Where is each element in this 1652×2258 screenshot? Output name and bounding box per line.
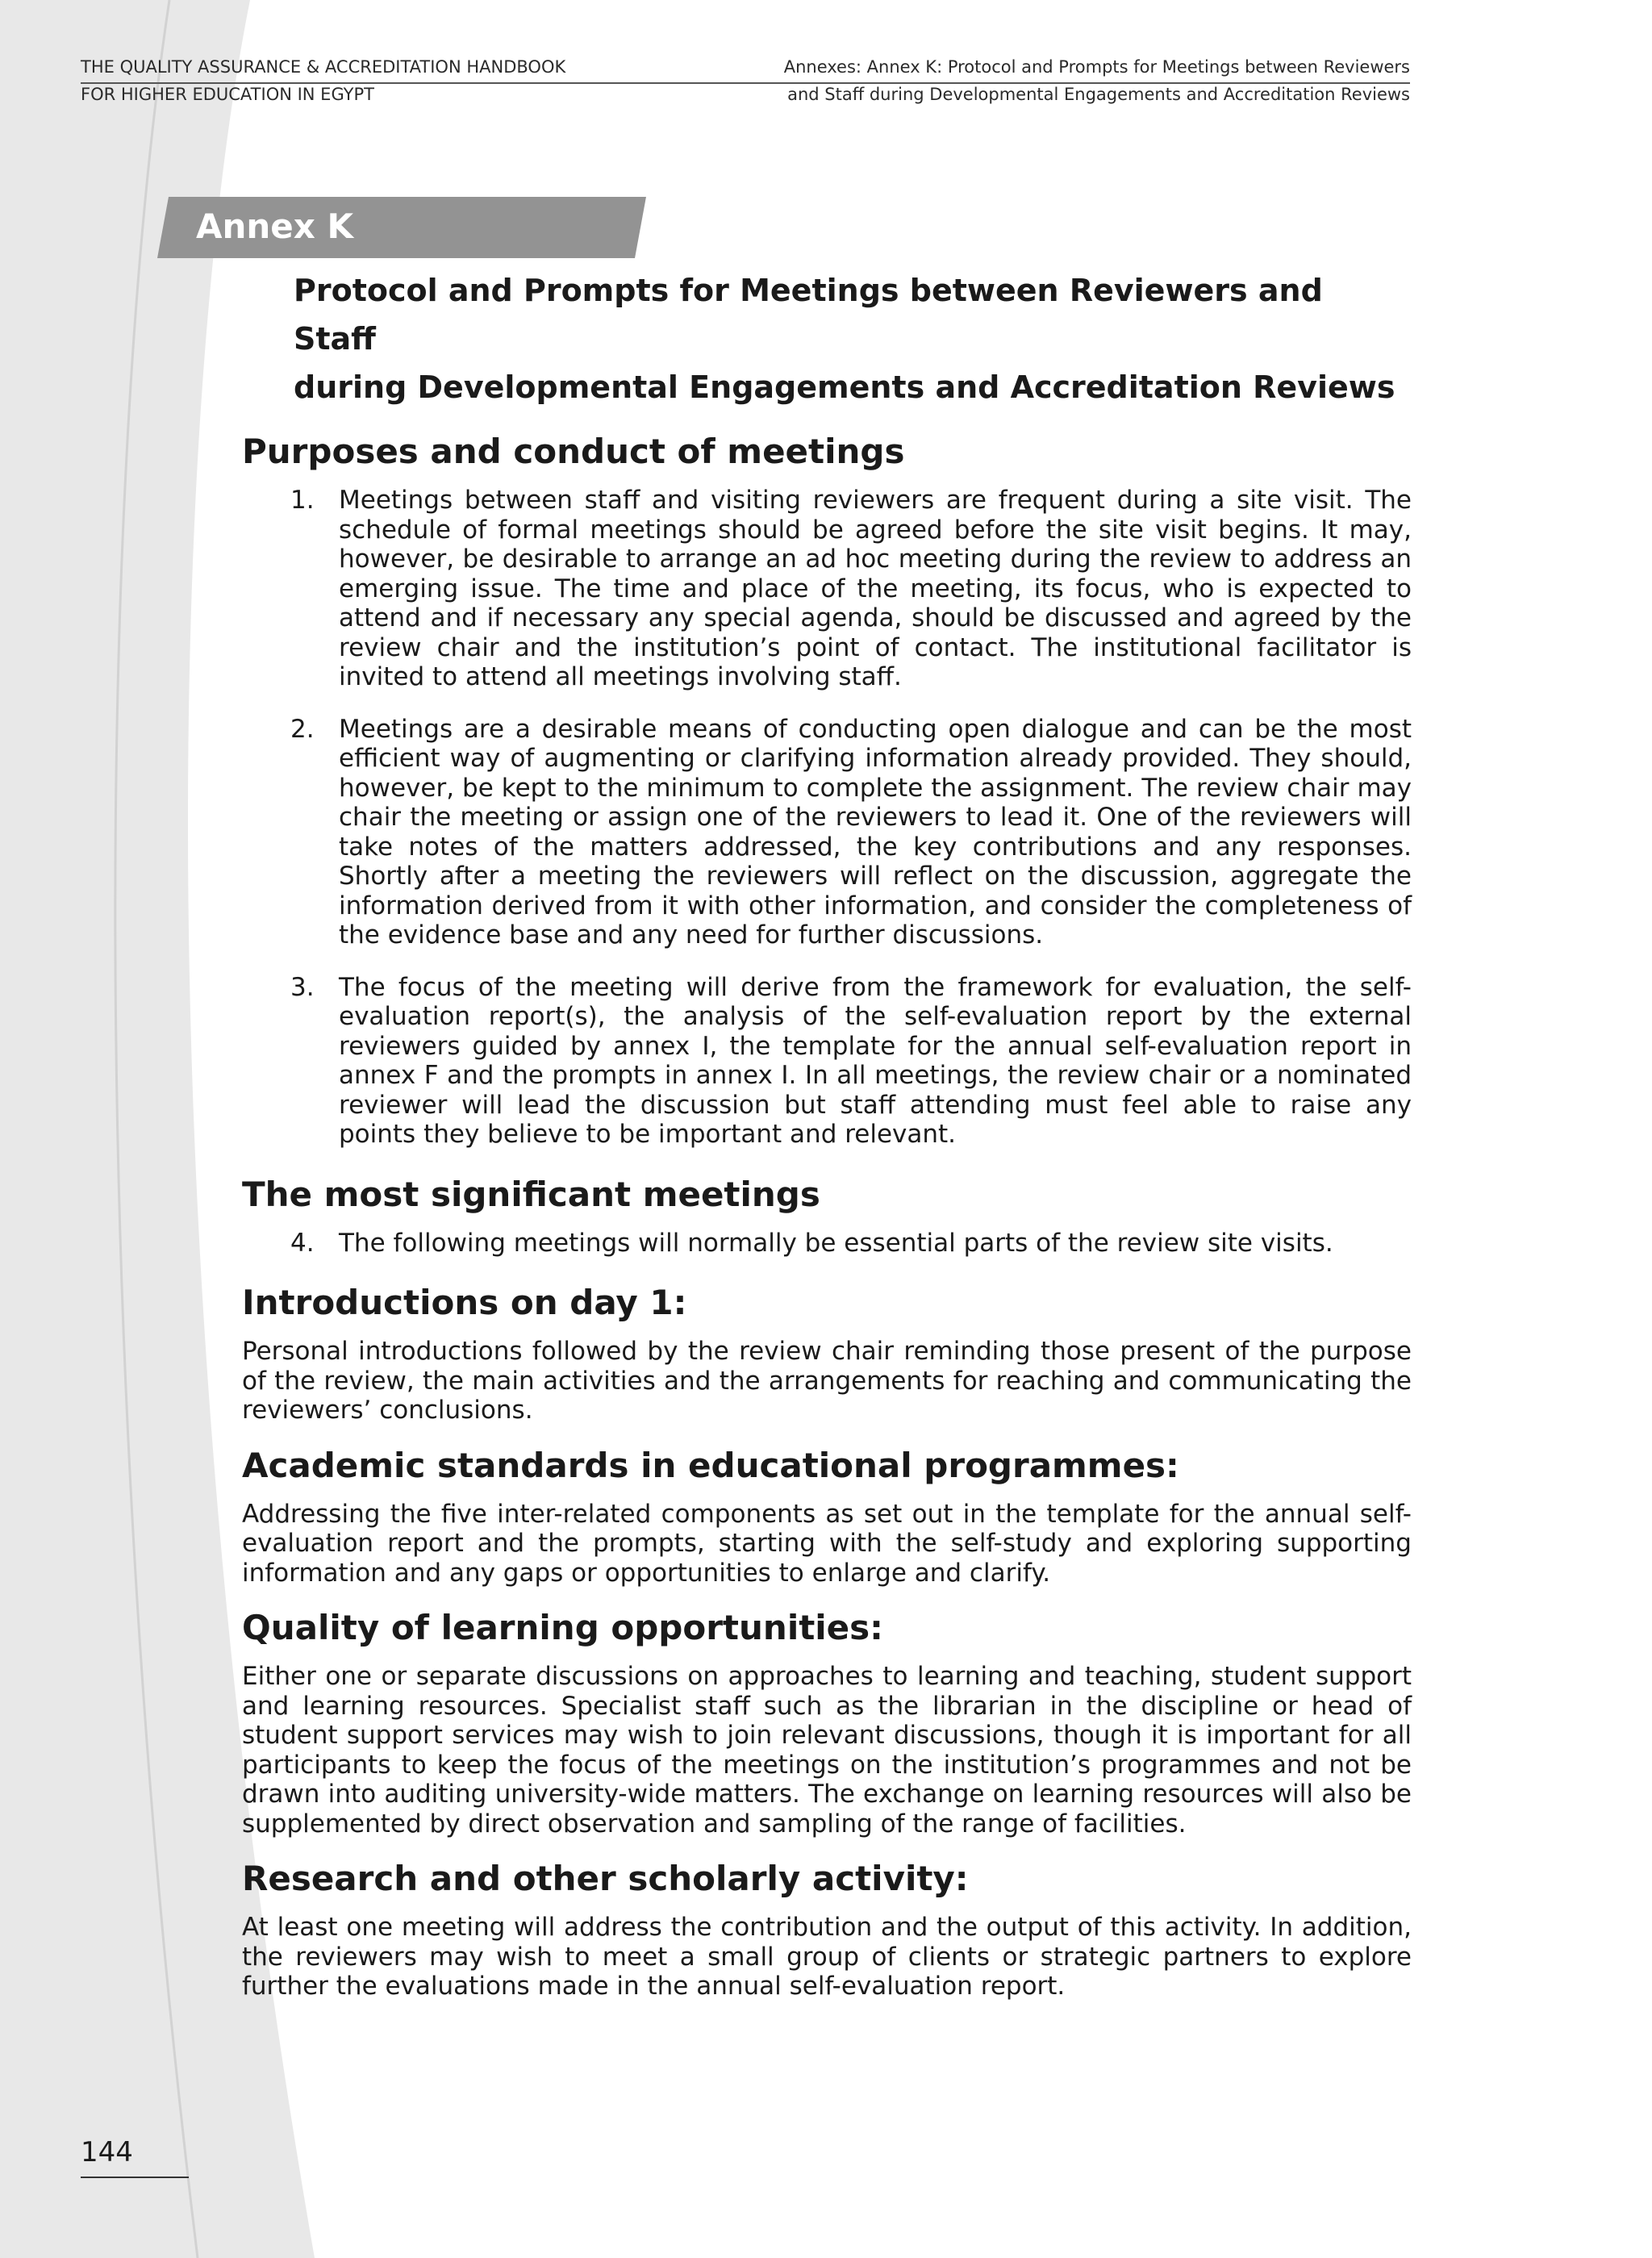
quality-paragraph: Either one or separate discussions on approaches to learning and teaching, student support and learning resources. Specialist staff such as the librarian in the discipline or head of student support services may wish to join relevant discussions, though it is important for all participants to keep the focus of the meetings on the institution’s programmes and not be drawn into auditing university-wide matters. The exchange on learning resources will also be supplemented by direct observation and sampling of the range of facilities.	[242, 1662, 1412, 1839]
academic-paragraph: Addressing the five inter-related components as set out in the template for the annual self-evaluation report and the prompts, starting with the self-study and exploring supporting information and any gaps or opportunities to enlarge and clarify.	[242, 1499, 1412, 1588]
header-left-line1: THE QUALITY ASSURANCE & ACCREDITATION HANDBOOK	[81, 57, 566, 77]
main-content	[242, 266, 1412, 2019]
list-item	[242, 486, 1412, 692]
page-number-rule	[81, 2177, 189, 2178]
item-number: 2.	[290, 714, 315, 744]
annex-title-line1: Protocol and Prompts for Meetings between Reviewers and Staff	[294, 273, 1323, 357]
item-number: 3.	[290, 972, 315, 1002]
item-number: 4.	[290, 1228, 315, 1258]
annex-title-line2: during Developmental Engagements and Accreditation Reviews	[294, 369, 1395, 405]
list-item	[242, 715, 1412, 950]
item-text: Meetings are a desirable means of conducting open dialogue and can be the most efficient way of augmenting or clarifying information already provided. They should, however, be kept to the minimum to complete the assignment. The review chair may chair the meeting or assign one of the reviewers to lead it. One of the reviewers will take notes of the matters addressed, the key contributions and any responses. Shortly after a meeting the reviewers will reflect on the discussion, aggregate the information derived from it with other information, and consider the completeness of the evidence base and any need for further discussions.	[339, 714, 1412, 950]
significant-list	[242, 1229, 1412, 1258]
section-heading-purposes: Purposes and conduct of meetings	[242, 432, 905, 471]
page-number: 144	[81, 2136, 133, 2168]
section-heading-academic: Academic standards in educational programmes:	[242, 1445, 1179, 1485]
header-left-line2: FOR HIGHER EDUCATION IN EGYPT	[81, 85, 374, 104]
annex-title	[294, 266, 1412, 411]
item-number: 1.	[290, 486, 315, 515]
item-text: The focus of the meeting will derive from the framework for evaluation, the self-evaluation report(s), the analysis of the self-evaluation report by the external reviewers guided by annex I, the template for the annual self-evaluation report in annex F and the prompts in annex I. In all meetings, the review chair or a nominated reviewer will lead the discussion but staff attending must feel able to raise any points they believe to be important and relevant.	[339, 972, 1412, 1149]
section-heading-introductions: Introductions on day 1:	[242, 1283, 687, 1322]
introductions-paragraph: Personal introductions followed by the review chair reminding those present of the purpose of the review, the main activities and the arrangements for reaching and communicating the reviewers’ conclusions.	[242, 1337, 1412, 1425]
list-item	[242, 973, 1412, 1150]
annex-tab	[157, 197, 646, 258]
running-header-right	[784, 53, 1410, 108]
item-text: Meetings between staff and visiting reviewers are frequent during a site visit. The schedule of formal meetings should be agreed before the site visit begins. It may, however, be desirable to arrange an ad hoc meeting during the review to address an emerging issue. The time and place of the meeting, its focus, who is expected to attend and if necessary any special agenda, should be discussed and agreed by the review chair and the institution’s point of contact. The institutional facilitator is invited to attend all meetings involving staff.	[339, 486, 1412, 691]
header-right-line2: and Staff during Developmental Engagements and Accreditation Reviews	[787, 85, 1410, 104]
header-rule	[81, 82, 1410, 84]
section-heading-research: Research and other scholarly activity:	[242, 1859, 969, 1898]
header-right-line1: Annexes: Annex K: Protocol and Prompts for Meetings between Reviewers	[783, 57, 1410, 77]
annex-label: Annex K	[196, 207, 354, 246]
list-item	[242, 1229, 1412, 1258]
research-paragraph: At least one meeting will address the contribution and the output of this activity. In addition, the reviewers may wish to meet a small group of clients or strategic partners to explore further the evaluations made in the annual self-evaluation report.	[242, 1913, 1412, 2001]
section-heading-quality: Quality of learning opportunities:	[242, 1608, 883, 1647]
purposes-list	[242, 486, 1412, 1150]
item-text: The following meetings will normally be essential parts of the review site visits.	[339, 1228, 1333, 1258]
running-header-left	[81, 53, 565, 108]
section-heading-significant: The most significant meetings	[242, 1174, 820, 1214]
